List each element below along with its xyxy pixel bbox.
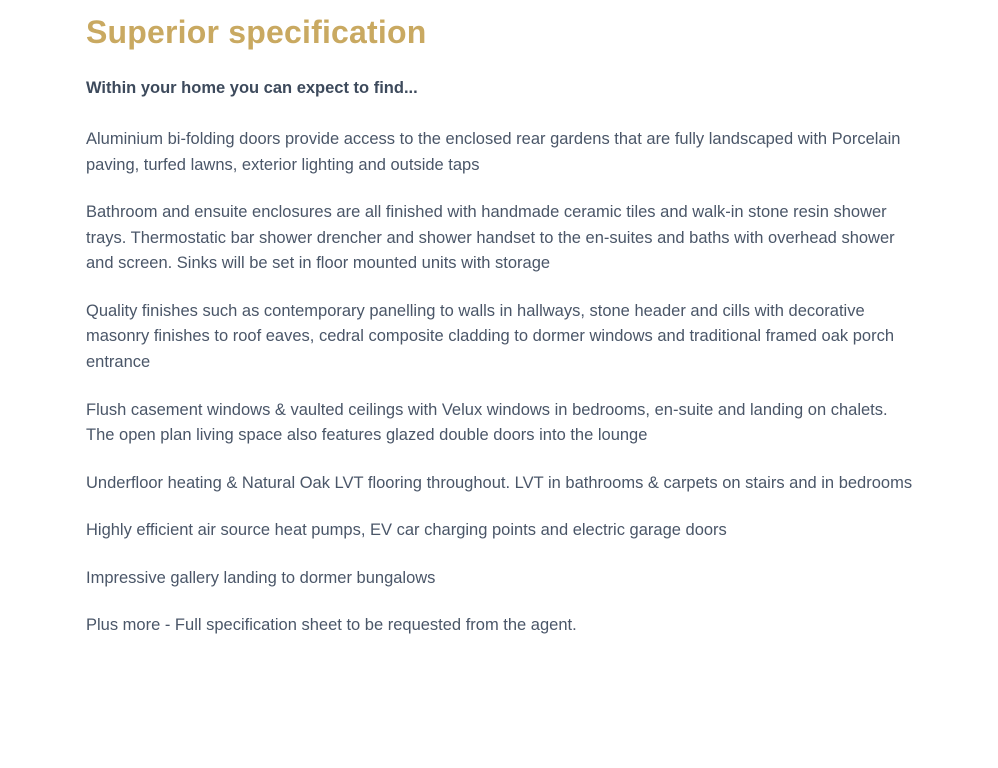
list-item: Flush casement windows & vaulted ceilings with Velux windows in bedrooms, en-suite and landing on chalets. The open plan living space also features glazed double doors into the lounge [86,400,888,445]
page-title: Superior specification [86,14,427,50]
list-item: Plus more - Full specification sheet to be requested from the agent. [86,616,577,635]
list-item: Quality finishes such as contemporary panelling to walls in hallways, stone header and cills with decorative masonry finishes to roof eaves, cedral composite cladding to dormer windows and traditional framed oak porch entrance [86,301,894,371]
specification-list [86,127,938,639]
list-item: Highly efficient air source heat pumps, EV car charging points and electric garage doors [86,521,727,540]
intro-text: Within your home you can expect to find... [86,78,418,97]
list-item: Impressive gallery landing to dormer bungalows [86,568,436,587]
list-item: Underfloor heating & Natural Oak LVT flooring throughout. LVT in bathrooms & carpets on stairs and in bedrooms [86,473,913,492]
list-item: Aluminium bi-folding doors provide access to the enclosed rear gardens that are fully landscaped with Porcelain paving, turfed lawns, exterior lighting and outside taps [86,130,901,174]
list-item: Bathroom and ensuite enclosures are all finished with handmade ceramic tiles and walk-in stone resin shower trays. Thermostatic bar shower drencher and shower handset to the en-suites and baths with overhead shower and screen. Sinks will be set in floor mounted units with storage [86,203,895,273]
